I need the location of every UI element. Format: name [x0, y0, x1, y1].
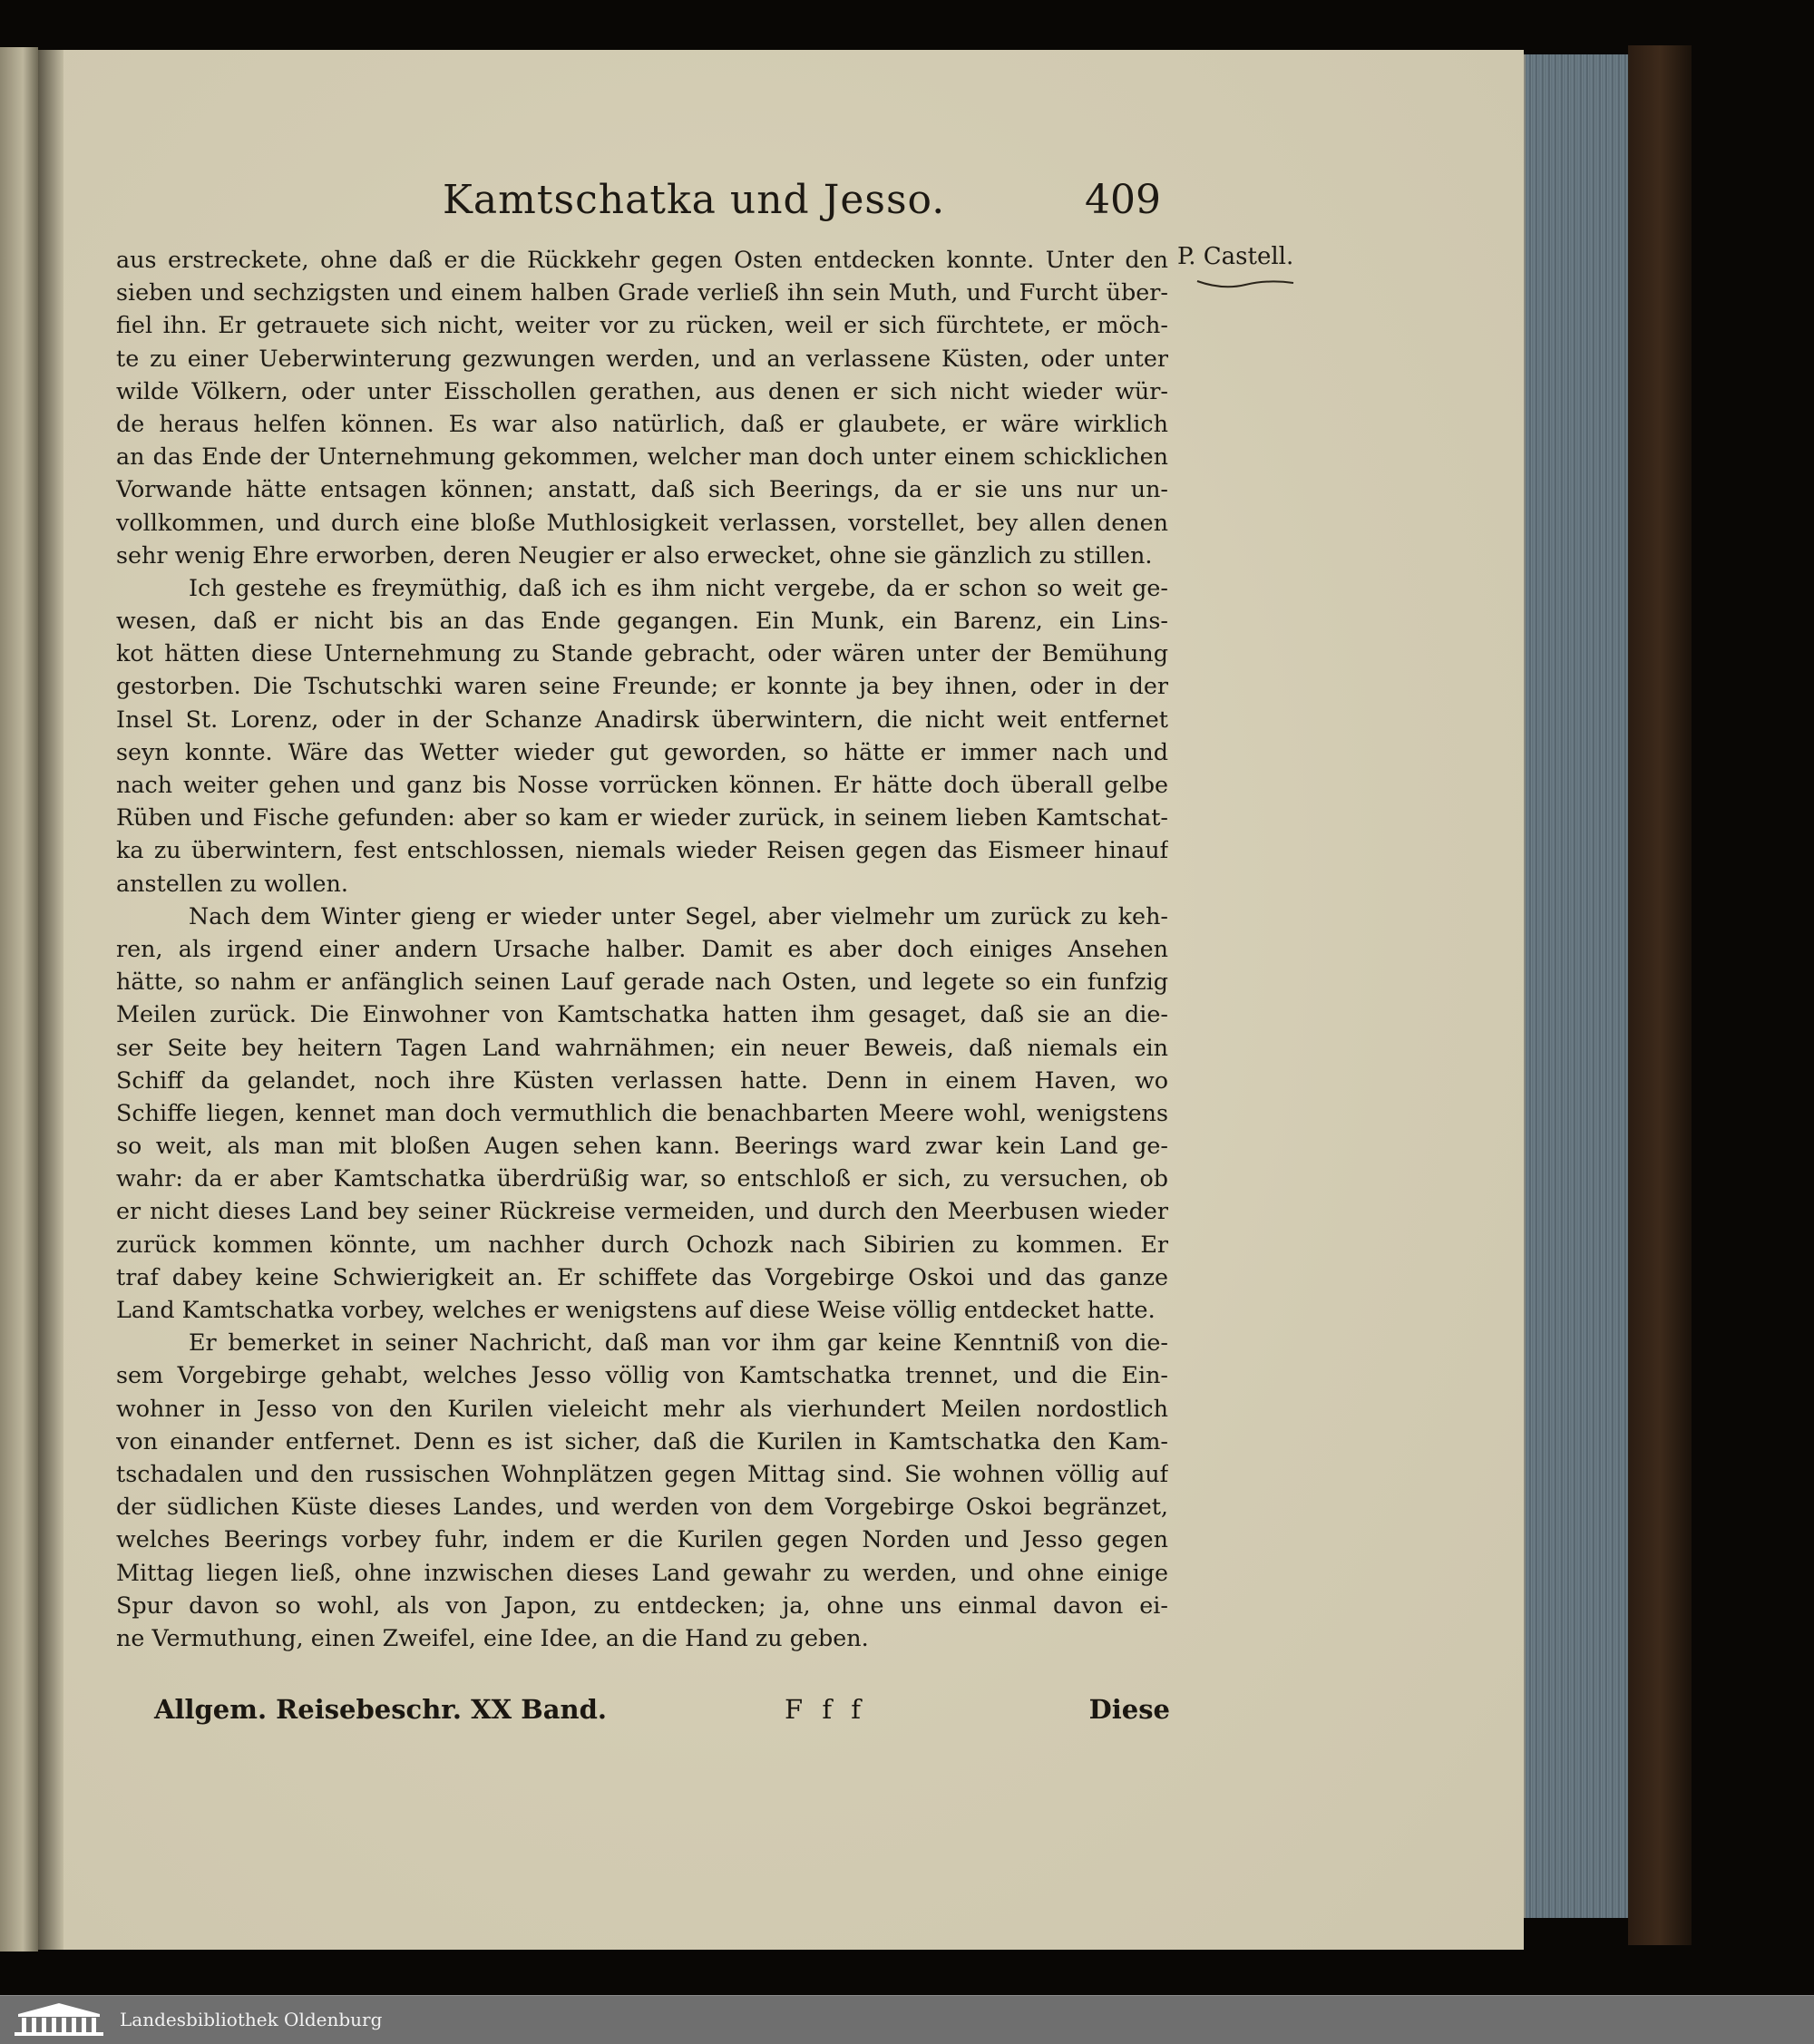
- page-footer: [154, 1694, 1170, 1734]
- text-line: Rüben und Fische gefunden: aber so kam er wieder zurück, in seinem lieben Kamtschat-: [116, 803, 1168, 832]
- text-line: sehr wenig Ehre erworben, deren Neugier er also erwecket, ohne sie gänzlich zu stillen.: [116, 540, 1153, 569]
- library-building-icon: [9, 2001, 109, 2038]
- text-line: de heraus helfen können. Es war also natürlich, daß er glaubete, er wäre wirklich: [116, 409, 1168, 437]
- signature-mark: F f f: [785, 1694, 867, 1725]
- text-line: welches Beerings vorbey fuhr, indem er die Kurilen gegen Norden und Jesso gegen: [116, 1525, 1168, 1553]
- text-line: gestorben. Die Tschutschki waren seine Freunde; er konnte ja bey ihnen, oder in der: [116, 672, 1168, 700]
- book-cover-edge: [1628, 45, 1692, 1945]
- text-line: Mittag liegen ließ, ohne inzwischen dieses Land gewahr zu werden, und ohne einige: [116, 1558, 1168, 1586]
- text-line: wilde Völkern, oder unter Eisschollen gerathen, aus denen er sich nicht wieder wür-: [116, 376, 1168, 404]
- text-line: Vorwande hätte entsagen können; anstatt, daß sich Beerings, da er sie uns nur un-: [116, 475, 1168, 503]
- text-line: zurück kommen könnte, um nachher durch Ochozk nach Sibirien zu kommen. Er: [116, 1230, 1168, 1258]
- margin-note: P. Castell.: [1177, 243, 1294, 270]
- left-page-edge: [0, 47, 38, 1952]
- text-line: Land Kamtschatka vorbey, welches er wenigstens auf diese Weise völlig entdecket hatte.: [116, 1296, 1156, 1323]
- text-line: wesen, daß er nicht bis an das Ende gegangen. Ein Munk, ein Barenz, ein Lins-: [116, 607, 1168, 635]
- text-line: vollkommen, und durch eine bloße Muthlosigkeit verlassen, vorstellet, bey allen denen: [116, 508, 1168, 536]
- text-line: hätte, so nahm er anfänglich seinen Lauf gerade nach Osten, und legete so ein funfzig: [116, 968, 1168, 996]
- text-line: wohner in Jesso von den Kurilen vieleicht mehr als vierhundert Meilen nordostlich: [116, 1394, 1168, 1422]
- text-line: ren, als irgend einer andern Ursache halber. Damit es aber doch einiges Ansehen: [116, 934, 1168, 962]
- text-line: an das Ende der Unternehmung gekommen, welcher man doch unter einem schicklichen: [116, 443, 1168, 471]
- page-fore-edge: [1524, 54, 1630, 1918]
- text-line: tschadalen und den russischen Wohnplätzen gegen Mittag sind. Sie wohnen völlig auf: [116, 1459, 1168, 1487]
- text-line: ne Vermuthung, einen Zweifel, eine Idee, an die Hand zu geben.: [116, 1623, 869, 1651]
- text-line: Nach dem Winter gieng er wieder unter Segel, aber vielmehr um zurück zu keh-: [189, 901, 1168, 930]
- text-line: traf dabey keine Schwierigkeit an. Er schiffete das Vorgebirge Oskoi und das ganze: [116, 1262, 1168, 1290]
- text-line: aus erstreckete, ohne daß er die Rückkehr gegen Osten entdecken konnte. Unter den: [116, 246, 1168, 273]
- text-line: Meilen zurück. Die Einwohner von Kamtschatka hatten ihm gesaget, daß sie an die-: [116, 1000, 1168, 1028]
- signature-line: Allgem. Reisebeschr. XX Band.: [154, 1694, 607, 1725]
- catchword: Diese: [1088, 1694, 1170, 1725]
- text-line: von einander entfernet. Denn es ist sicher, daß die Kurilen in Kamtschatka den Kam-: [116, 1426, 1168, 1455]
- text-line: fiel ihn. Er getrauete sich nicht, weiter vor zu rücken, weil er sich fürchtete, er möch-: [116, 311, 1168, 339]
- text-line: er nicht dieses Land bey seiner Rückreise vermeiden, und durch den Meerbusen wieder: [116, 1197, 1168, 1225]
- text-line: Er bemerket in seiner Nachricht, daß man vor ihm gar keine Kenntniß von die-: [189, 1329, 1168, 1357]
- running-head-title: Kamtschatka und Jesso.: [443, 177, 946, 223]
- body-text: [116, 243, 1168, 1654]
- text-line: ser Seite bey heitern Tagen Land wahrnähmen; ein neuer Beweis, daß niemals ein: [116, 1033, 1168, 1061]
- text-line: te zu einer Ueberwinterung gezwungen werden, und an verlassene Küsten, oder unter: [116, 344, 1168, 372]
- margin-flourish: [1195, 277, 1295, 292]
- text-line: Insel St. Lorenz, oder in der Schanze Anadirsk überwintern, die nicht weit entfernet: [116, 705, 1168, 733]
- text-line: nach weiter gehen und ganz bis Nosse vorrücken können. Er hätte doch überall gelbe: [116, 771, 1168, 798]
- text-line: so weit, als man mit bloßen Augen sehen kann. Beerings ward zwar kein Land ge-: [116, 1132, 1168, 1160]
- text-line: sem Vorgebirge gehabt, welches Jesso völlig von Kamtschatka trennet, und die Ein-: [116, 1361, 1168, 1389]
- text-line: wahr: da er aber Kamtschatka überdrüßig war, so entschloß er sich, zu versuchen, ob: [116, 1164, 1168, 1192]
- book-gutter: [38, 50, 65, 1950]
- text-line: kot hätten diese Unternehmung zu Stande gebracht, oder wären unter der Bemühung: [116, 639, 1168, 667]
- library-name: Landesbibliothek Oldenburg: [120, 2009, 383, 2030]
- running-head: [116, 177, 1168, 231]
- page-number: 409: [1085, 177, 1161, 223]
- text-line: anstellen zu wollen.: [116, 869, 348, 897]
- text-line: seyn konnte. Wäre das Wetter wieder gut geworden, so hätte er immer nach und: [116, 737, 1168, 765]
- text-line: Schiff da gelandet, noch ihre Küsten verlassen hatte. Denn in einem Haven, wo: [116, 1066, 1168, 1094]
- text-line: Ich gestehe es freymüthig, daß ich es ihm nicht vergebe, da er schon so weit ge-: [189, 573, 1168, 601]
- text-line: Spur davon so wohl, als von Japon, zu entdecken; ja, ohne uns einmal davon ei-: [116, 1591, 1168, 1619]
- text-line: der südlichen Küste dieses Landes, und werden von dem Vorgebirge Oskoi begränzet,: [116, 1493, 1168, 1521]
- text-line: Schiffe liegen, kennet man doch vermuthlich die benachbarten Meere wohl, wenigstens: [116, 1098, 1168, 1126]
- text-line: sieben und sechzigsten und einem halben Grade verließ ihn sein Muth, und Furcht über-: [116, 278, 1168, 307]
- library-footer-bar: [0, 1995, 1814, 2044]
- text-line: ka zu überwintern, fest entschlossen, niemals wieder Reisen gegen das Eismeer hinauf: [116, 836, 1168, 864]
